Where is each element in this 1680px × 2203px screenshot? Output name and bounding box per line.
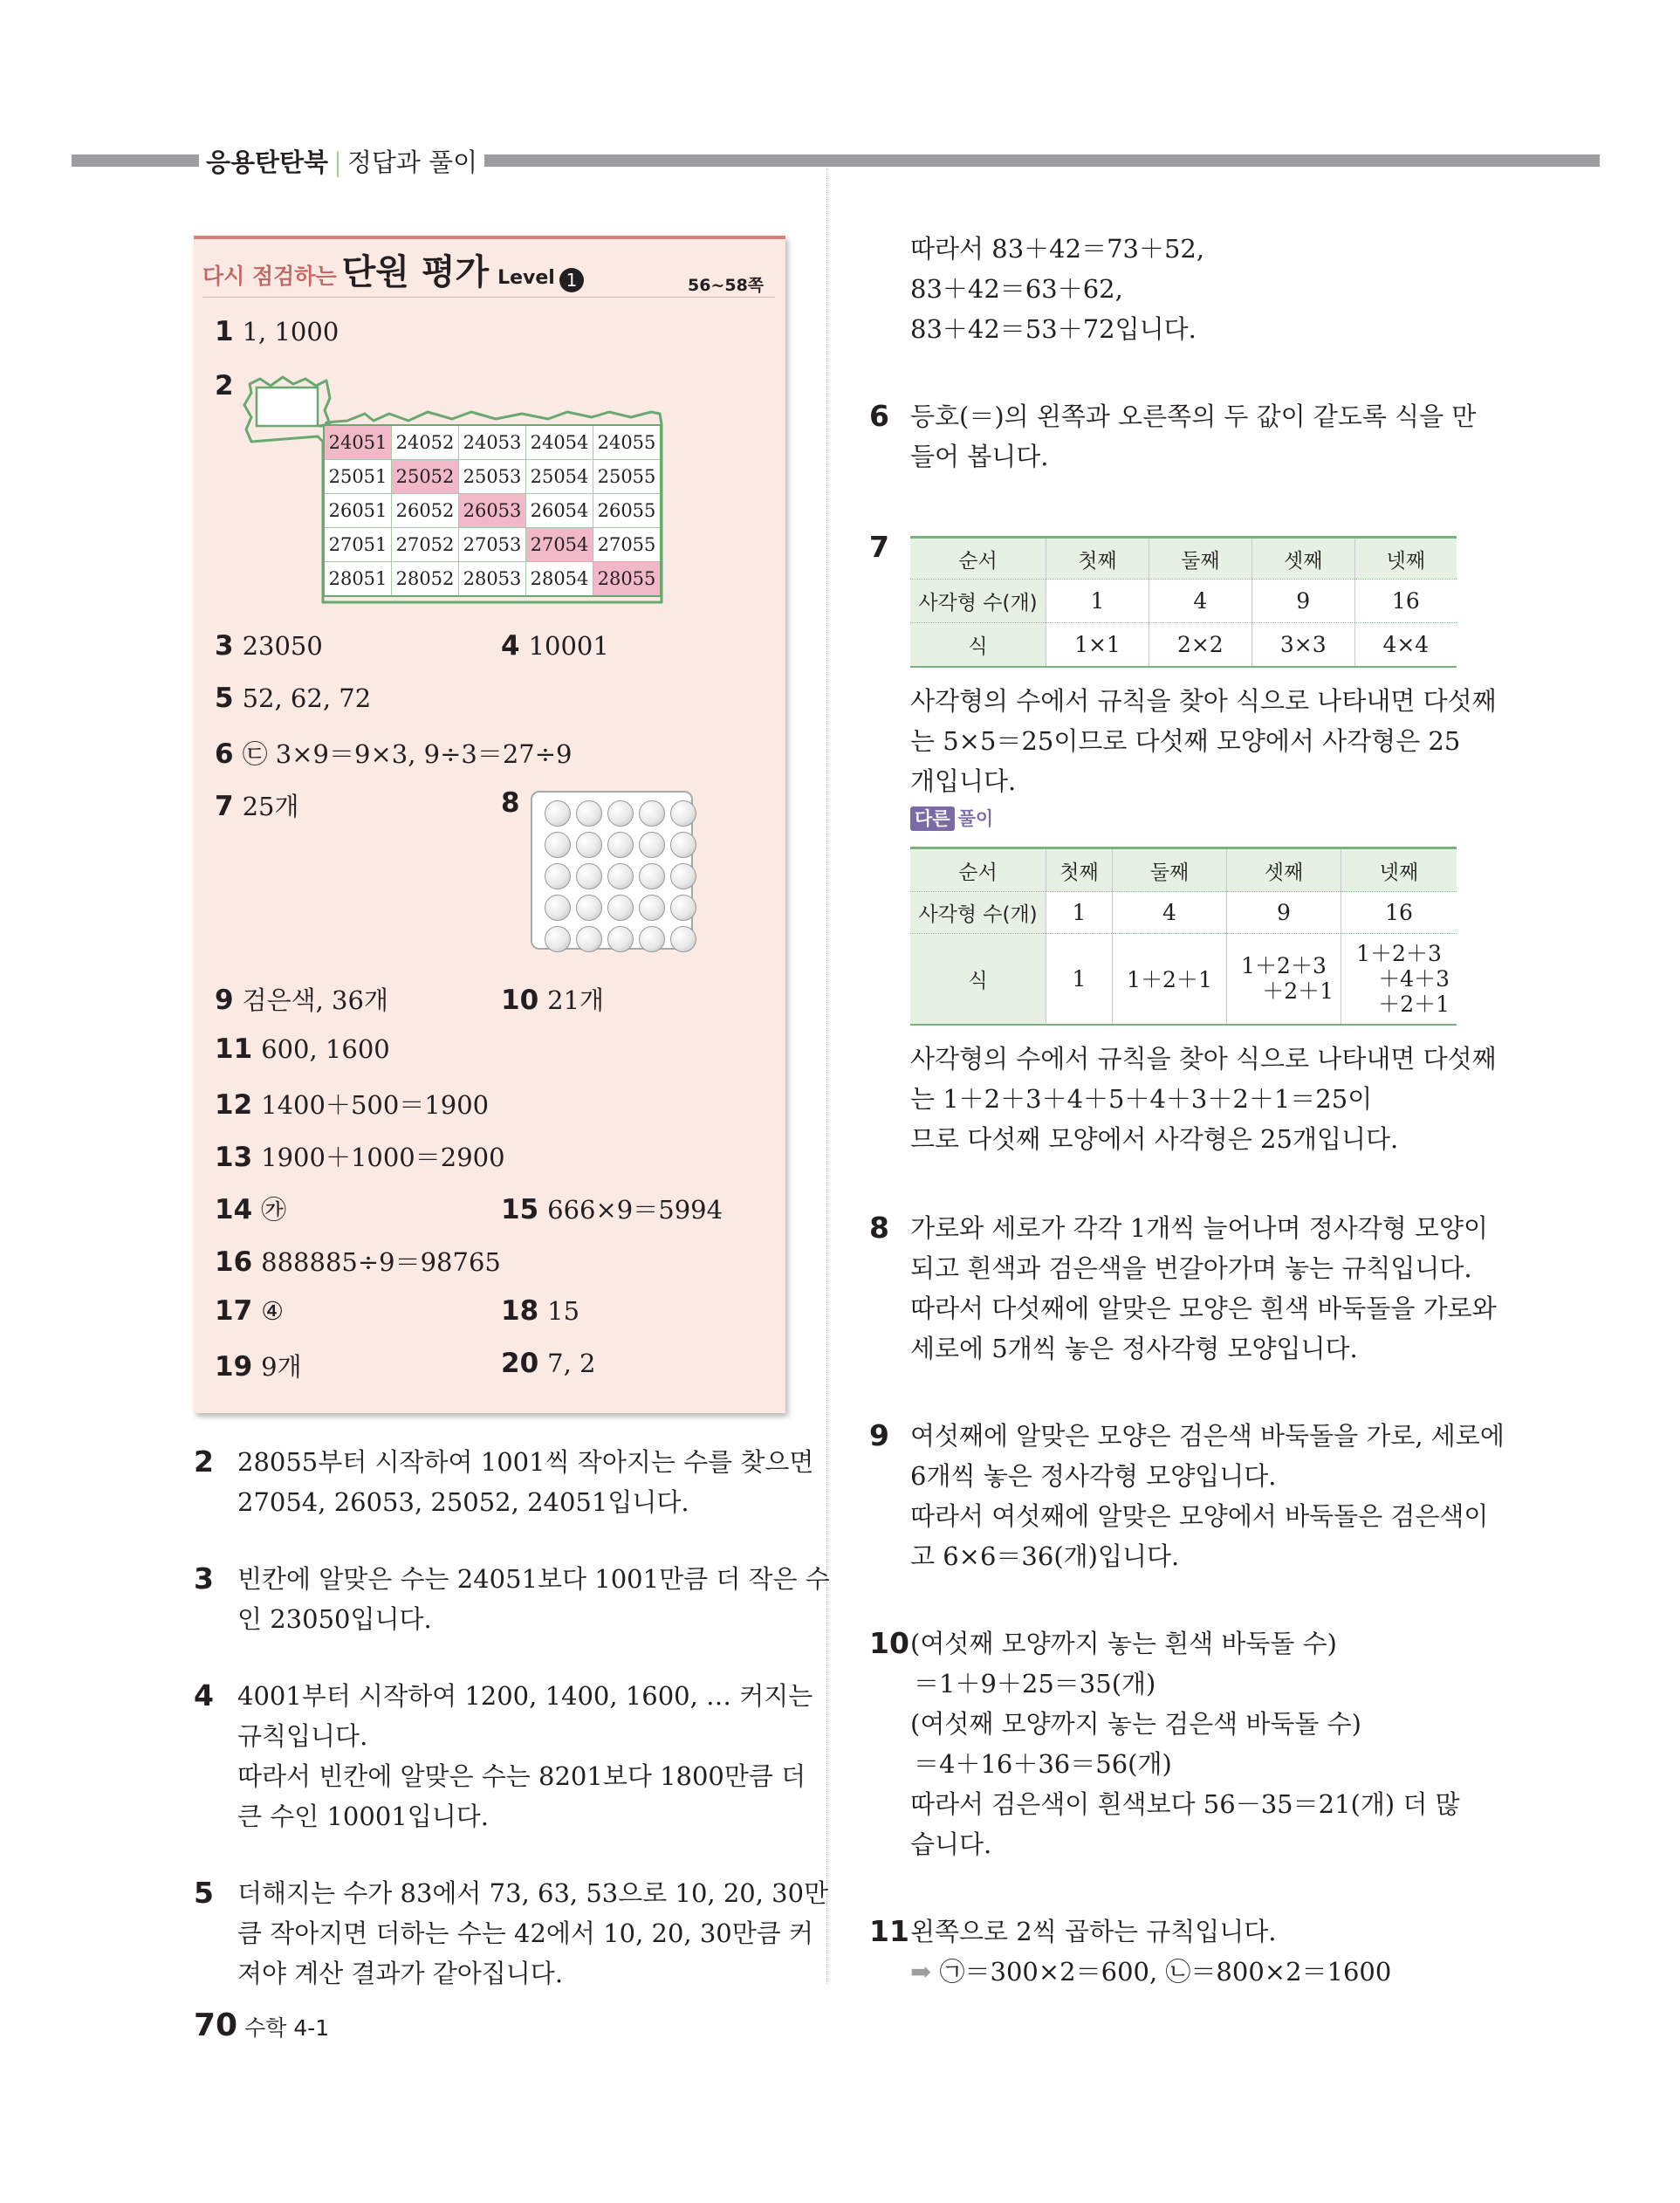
grid-cell: 25051 xyxy=(324,460,392,494)
grid-cell: 25055 xyxy=(593,460,662,494)
row-label: 식 xyxy=(910,934,1046,1025)
alternative-solution-badge: 다른 풀이 xyxy=(910,805,993,831)
grid-cell: 26053 xyxy=(459,494,526,528)
grid-cell: 27054 xyxy=(526,528,593,562)
white-stone xyxy=(545,926,571,952)
answer-7: 7 25개 xyxy=(215,791,299,822)
answer-9: 9 검은색, 36개 xyxy=(215,985,388,1016)
column-divider xyxy=(826,168,827,1984)
white-stone xyxy=(576,895,602,921)
white-stone xyxy=(607,895,634,921)
grid-cell: 27051 xyxy=(324,528,392,562)
white-stone xyxy=(639,863,665,889)
table-cell: 2×2 xyxy=(1149,623,1251,667)
white-stone xyxy=(670,800,696,827)
answer-14: 14 ㉮ xyxy=(215,1194,287,1225)
white-stone xyxy=(670,832,696,858)
white-stone xyxy=(576,800,602,827)
explanation-3: 3 빈칸에 알맞은 수는 24051보다 1001만큼 더 작은 수 인 23050입니다. xyxy=(194,1561,830,1634)
explanation-4: 4 4001부터 시작하여 1200, 1400, 1600, … 커지는 규칙입니다. 따라서 빈칸에 알맞은 수는 8201보다 1800만큼 더 큰 수인 10001입니다. xyxy=(194,1678,813,1831)
table-header: 넷째 xyxy=(1341,848,1457,892)
table-cell: 1＋2＋1 xyxy=(1113,934,1227,1025)
explanation-8: 8 가로와 세로가 각각 1개씩 늘어나며 정사각형 모양이 되고 흰색과 검은색을 번갈아가며 놓는 규칙입니다. 따라서 다섯째에 알맞은 모양은 흰색 바둑돌을 가로와 세로에 5개씩 놓은 정사각형 모양입니다. xyxy=(869,1211,1497,1363)
answer-4: 4 10001 xyxy=(501,630,609,662)
book-title: 응용탄탄북 xyxy=(206,148,329,177)
answer-15: 15 666×9＝5994 xyxy=(501,1194,723,1225)
white-stone xyxy=(670,895,696,921)
grid-cell: 26054 xyxy=(526,494,593,528)
grid-cell: 25052 xyxy=(392,460,459,494)
grid-cell: 28053 xyxy=(459,562,526,597)
explanation-6: 6 등호(＝)의 왼쪽과 오른쪽의 두 값이 같도록 식을 만 들어 봅니다. xyxy=(869,399,1477,471)
table-cell: 1＋2＋3 ＋2＋1 xyxy=(1227,934,1341,1025)
row-label: 식 xyxy=(910,623,1046,667)
explanation-7-text: 사각형의 수에서 규칙을 찾아 식으로 나타내면 다섯째 는 5×5＝25이므로 다섯째 모양에서 사각형은 25 개입니다. xyxy=(910,686,1497,796)
white-stone xyxy=(639,832,665,858)
white-stone xyxy=(545,800,571,827)
white-stone xyxy=(607,800,634,827)
table-header: 순서 xyxy=(910,848,1046,892)
white-stone xyxy=(545,895,571,921)
grid-cell: 28055 xyxy=(593,562,662,597)
grid-cell: 28054 xyxy=(526,562,593,597)
arrow-right-icon: ➡ xyxy=(910,1957,932,1987)
title-prefix: 다시 점검하는 xyxy=(202,264,337,289)
grid-cell: 27052 xyxy=(392,528,459,562)
table-header: 순서 xyxy=(910,538,1046,580)
table-cell: 1×1 xyxy=(1046,623,1149,667)
page-range: 56~58쪽 xyxy=(688,276,765,295)
answer-box-title xyxy=(202,244,584,294)
answer-16: 16 888885÷9＝98765 xyxy=(215,1246,501,1278)
header-bar-left xyxy=(72,154,202,167)
explanation-9: 9 여섯째에 알맞은 모양은 검은색 바둑돌을 가로, 세로에 6개씩 놓은 정사각형 모양입니다. 따라서 여섯째에 알맞은 모양에서 바둑돌은 검은색이 고 6×6＝36(개)입니다. xyxy=(869,1418,1505,1571)
explanation-10: 10 (여섯째 모양까지 놓는 흰색 바둑돌 수) ＝1＋9＋25＝35(개) (여섯째 모양까지 놓는 검은색 바둑돌 수) ＝4＋16＋36＝56(개) 따라서 검은색이 흰색보다 56－35＝21(개) 더 많 습니다. xyxy=(869,1626,1460,1859)
answer-6: 6 ㉢ 3×9＝9×3, 9÷3＝27÷9 xyxy=(215,738,573,770)
table-cell: 4 xyxy=(1113,892,1227,934)
grid-cell: 28051 xyxy=(324,562,392,597)
white-stone xyxy=(670,863,696,889)
answer-19: 19 9개 xyxy=(215,1351,302,1383)
white-stone xyxy=(607,926,634,952)
subject-label: 수학 4-1 xyxy=(244,2015,330,2041)
white-stone xyxy=(639,800,665,827)
answer-2: 2 xyxy=(215,370,234,401)
grid-cell: 24055 xyxy=(593,425,662,460)
table-cell: 1＋2＋3 ＋4＋3 ＋2＋1 xyxy=(1341,934,1457,1025)
explanation-5-continued: 따라서 83＋42＝73＋52, 83＋42＝63＋62, 83＋42＝53＋72입니다. xyxy=(910,234,1205,344)
table-cell: 1 xyxy=(1046,934,1113,1025)
row-label: 사각형 수(개) xyxy=(910,892,1046,934)
answer-10: 10 21개 xyxy=(501,985,605,1016)
table-cell: 1 xyxy=(1046,892,1113,934)
table-cell: 9 xyxy=(1251,580,1354,623)
grid-cell: 24053 xyxy=(459,425,526,460)
grid-cell: 28052 xyxy=(392,562,459,597)
white-stone xyxy=(576,832,602,858)
explanation-11: 11 왼쪽으로 2씩 곱하는 규칙입니다. ➡ ㉠＝300×2＝600, ㉡＝800×2＝1600 xyxy=(869,1914,1392,1987)
level-number: 1 xyxy=(559,268,584,292)
grid-cell: 24054 xyxy=(526,425,593,460)
header-separator: | xyxy=(333,148,342,177)
white-stone xyxy=(545,863,571,889)
table-cell: 16 xyxy=(1354,580,1457,623)
table-cell: 1 xyxy=(1046,580,1149,623)
grid-cell: 27055 xyxy=(593,528,662,562)
header-bar-right xyxy=(470,154,1600,167)
answer-5: 5 52, 62, 72 xyxy=(215,683,372,714)
white-stone xyxy=(607,863,634,889)
table-cell: 16 xyxy=(1341,892,1457,934)
row-label: 사각형 수(개) xyxy=(910,580,1046,623)
white-stone xyxy=(670,926,696,952)
explanation-5: 5 더해지는 수가 83에서 73, 63, 53으로 10, 20, 30만 큼 작아지면 더하는 수는 42에서 10, 20, 30만큼 커 져야 계산 결과가 같아집니다. xyxy=(194,1876,829,1988)
grid-cell: 26052 xyxy=(392,494,459,528)
stone-grid xyxy=(531,791,693,950)
grid-cell: 24052 xyxy=(392,425,459,460)
title-main: 단원 평가 xyxy=(341,252,490,292)
grid-cell: 25053 xyxy=(459,460,526,494)
grid-cell: 26051 xyxy=(324,494,392,528)
table-header: 셋째 xyxy=(1227,848,1341,892)
table-cell: 4 xyxy=(1149,580,1251,623)
table-header: 첫째 xyxy=(1046,538,1149,580)
square-count-table-1 xyxy=(910,536,1457,668)
table-cell: 9 xyxy=(1227,892,1341,934)
answer-20: 20 7, 2 xyxy=(501,1348,596,1379)
table-cell: 4×4 xyxy=(1354,623,1457,667)
explanation-7-alt-text: 사각형의 수에서 규칙을 찾아 식으로 나타내면 다섯째 는 1＋2＋3＋4＋5＋4＋3＋2＋1＝25이 므로 다섯째 모양에서 사각형은 25개입니다. xyxy=(910,1044,1497,1154)
page-number: 70 xyxy=(194,2007,238,2043)
white-stone xyxy=(639,895,665,921)
table-header: 셋째 xyxy=(1251,538,1354,580)
white-stone xyxy=(576,926,602,952)
number-grid xyxy=(323,424,662,597)
table-cell: 3×3 xyxy=(1251,623,1354,667)
grid-cell: 24051 xyxy=(324,425,392,460)
table-header: 둘째 xyxy=(1113,848,1227,892)
header-title xyxy=(199,143,484,179)
explanation-7-number: 7 xyxy=(869,530,889,564)
box-title-rule xyxy=(202,297,775,298)
level-label: Level xyxy=(497,267,555,289)
grid-cell: 25054 xyxy=(526,460,593,494)
answer-3: 3 23050 xyxy=(215,630,323,662)
page-footer xyxy=(194,2007,329,2043)
table-header: 넷째 xyxy=(1354,538,1457,580)
answer-18: 18 15 xyxy=(501,1295,580,1327)
white-stone xyxy=(639,926,665,952)
answer-17: 17 ④ xyxy=(215,1295,285,1327)
answer-12: 12 1400＋500＝1900 xyxy=(215,1089,490,1121)
grid-cell: 27053 xyxy=(459,528,526,562)
section-title: 정답과 풀이 xyxy=(346,148,478,177)
answer-1: 1 1, 1000 xyxy=(215,316,339,347)
answer-8: 8 xyxy=(501,787,520,819)
white-stone xyxy=(576,863,602,889)
square-count-table-2 xyxy=(910,847,1457,1026)
explanation-2: 2 28055부터 시작하여 1001씩 작아지는 수를 찾으면 27054, 26053, 25052, 24051입니다. xyxy=(194,1445,814,1517)
white-stone xyxy=(607,832,634,858)
table-header: 첫째 xyxy=(1046,848,1113,892)
answer-13: 13 1900＋1000＝2900 xyxy=(215,1142,505,1173)
answer-11: 11 600, 1600 xyxy=(215,1033,390,1065)
grid-cell: 26055 xyxy=(593,494,662,528)
white-stone xyxy=(545,832,571,858)
table-header: 둘째 xyxy=(1149,538,1251,580)
